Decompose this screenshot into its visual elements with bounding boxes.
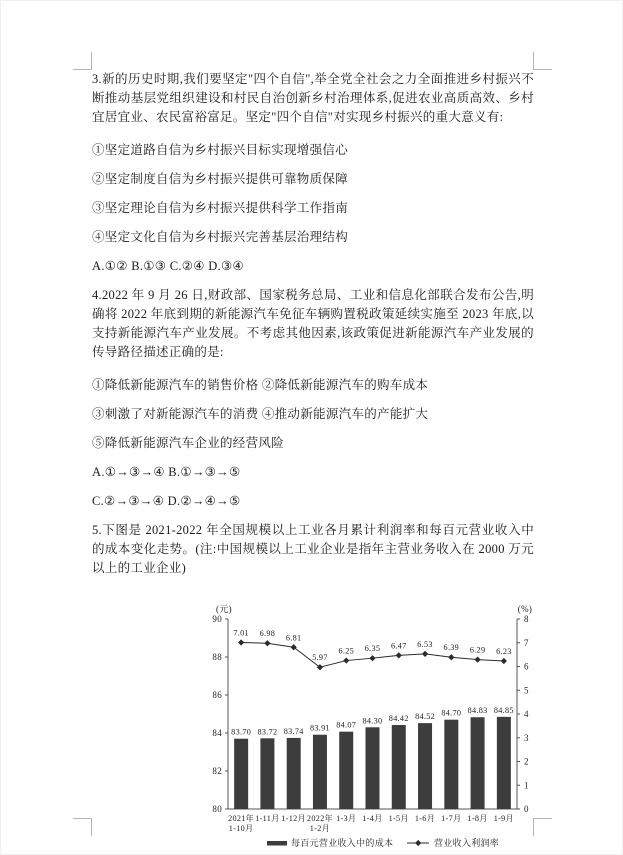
question-option-line: A.①② B.①③ C.②④ D.③④ <box>92 259 244 273</box>
bar-value-label: 84.42 <box>388 714 409 724</box>
line-value-label: 7.01 <box>233 628 249 638</box>
bar-value-label: 84.30 <box>362 716 383 726</box>
legend-bar-swatch <box>267 841 287 846</box>
line-value-label: 6.35 <box>364 644 381 654</box>
bar <box>339 732 353 809</box>
left-tick-label: 86 <box>212 690 222 700</box>
right-tick-label: 3 <box>524 732 529 743</box>
line-value-label: 6.98 <box>259 629 276 639</box>
crop-mark-bottom-left <box>73 818 92 836</box>
right-tick-label: 1 <box>524 780 529 791</box>
x-tick-label: 1-5月 <box>388 814 409 823</box>
line-marker <box>396 652 402 658</box>
bar <box>418 723 432 809</box>
left-tick-label: 88 <box>212 652 222 662</box>
right-tick-label: 6 <box>524 661 529 672</box>
legend-item-cost: 每百元营业收入中的成本 <box>291 838 394 848</box>
question-stem: 4.2022 年 9 月 26 日,财政部、国家税务总局、工业和信息化部联合发布公告,明确将 2022 年底到期的新能源汽车免征车辆购置税政策延续实施至 2023 年底,以支持新能源汽车产业发展。不考虑其他因素,该政策促进新能源汽车产业发展的传导路径描述正确的是: <box>92 288 534 359</box>
bar <box>471 717 485 809</box>
question-option-line: ③刺激了对新能源汽车的消费 ④推动新能源汽车的产能扩大 <box>92 407 429 421</box>
cost-profit-combo-chart <box>195 602 540 854</box>
line-marker <box>264 640 270 646</box>
right-tick-label: 8 <box>524 614 529 624</box>
bar-value-label: 83.74 <box>283 726 304 736</box>
question-option-line: ④坚定文化自信为乡村振兴完善基层治理结构 <box>92 230 349 244</box>
left-tick-label: 84 <box>212 728 222 738</box>
bar-value-label: 84.07 <box>336 720 357 730</box>
bar <box>366 727 380 809</box>
question-option-line: ⑤降低新能源汽车企业的经营风险 <box>92 436 285 450</box>
line-value-label: 6.23 <box>496 647 512 657</box>
line-marker <box>343 657 349 663</box>
left-tick-label: 82 <box>212 766 222 776</box>
crop-mark-top-left <box>73 52 92 70</box>
line-marker <box>422 651 428 657</box>
right-tick-label: 7 <box>524 637 529 648</box>
bar-value-label: 83.72 <box>257 727 278 737</box>
left-axis-title: (元) <box>216 604 232 614</box>
question-option-line: ①降低新能源汽车的销售价格 ②降低新能源汽车的购车成本 <box>92 378 429 392</box>
question-option-line: ②坚定制度自信为乡村振兴提供可靠物质保障 <box>92 172 349 186</box>
right-tick-label: 0 <box>524 804 529 814</box>
left-tick-label: 90 <box>212 614 222 624</box>
bar <box>444 720 458 809</box>
bar-value-label: 83.91 <box>309 723 330 733</box>
x-tick-label: 1-4月 <box>362 814 383 823</box>
legend-line-marker <box>415 840 421 846</box>
x-tick-label: 2021年 1-10月 <box>228 814 255 833</box>
x-tick-label: 2022年 1-2月 <box>306 814 333 833</box>
line-value-label: 6.47 <box>391 641 407 651</box>
line-value-label: 6.39 <box>443 643 460 653</box>
chart-container <box>195 602 534 855</box>
bar-value-label: 84.52 <box>415 712 436 722</box>
bar-value-label: 84.85 <box>493 705 514 715</box>
question-option-line: A.①→③→④ B.①→③→⑤ <box>92 465 241 479</box>
right-axis-title: (%) <box>517 604 533 614</box>
question-stem: 3.新的历史时期,我们要坚定"四个自信",举全党全社会之力全面推进乡村振兴不断推动基层党组织建设和村民自治创新乡村治理体系,促进农业高质高效、乡村宜居宜业、农民富裕富足。坚定"四个自信"对实现乡村振兴的重大意义有: <box>92 72 534 124</box>
bar <box>392 725 406 809</box>
line-value-label: 6.53 <box>417 639 433 649</box>
question-option-line: ③坚定理论自信为乡村振兴提供科学工作指南 <box>92 201 349 215</box>
bar-value-label: 84.83 <box>467 706 488 716</box>
crop-mark-top-right <box>533 52 552 70</box>
x-tick-label: 1-7月 <box>441 814 462 823</box>
bar <box>234 739 248 809</box>
right-tick-label: 5 <box>524 685 529 696</box>
line-marker <box>501 658 507 664</box>
x-tick-label: 1-11月 <box>255 814 280 823</box>
bar-value-label: 84.70 <box>441 708 462 718</box>
bar <box>497 717 511 809</box>
line-marker <box>448 654 454 660</box>
line-value-label: 5.97 <box>312 653 328 663</box>
bar <box>313 735 327 809</box>
bar <box>287 738 301 809</box>
x-tick-label: 1-12月 <box>281 814 307 823</box>
left-tick-label: 80 <box>212 804 222 814</box>
legend-item-profit: 营业收入利润率 <box>434 838 500 848</box>
line-value-label: 6.25 <box>338 646 354 656</box>
question-stem: 5.下图是 2021-2022 年全国规模以上工业各月累计利润率和每百元营业收入中的成本变化走势。(注:中国规模以上工业企业是指年主营业务收入在 2000 万元以上的工业企业) <box>92 523 534 575</box>
x-tick-label: 1-8月 <box>467 814 488 823</box>
question-text-area <box>92 70 534 855</box>
x-tick-label: 1-6月 <box>414 814 436 823</box>
bar-value-label: 83.70 <box>231 727 252 737</box>
line-value-label: 6.29 <box>469 645 486 655</box>
right-tick-label: 2 <box>524 756 529 767</box>
x-tick-label: 1-9月 <box>493 814 515 823</box>
question-option-line: C.②→③→④ D.②→④→⑤ <box>92 494 241 508</box>
bar <box>260 738 274 809</box>
line-marker <box>238 639 244 645</box>
line-value-label: 6.81 <box>285 633 302 643</box>
line-marker <box>474 657 480 663</box>
x-tick-label: 1-3月 <box>336 814 357 823</box>
line-marker <box>369 655 375 661</box>
right-tick-label: 4 <box>524 709 529 719</box>
question-option-line: ①坚定道路自信为乡村振兴目标实现增强信心 <box>92 143 349 157</box>
